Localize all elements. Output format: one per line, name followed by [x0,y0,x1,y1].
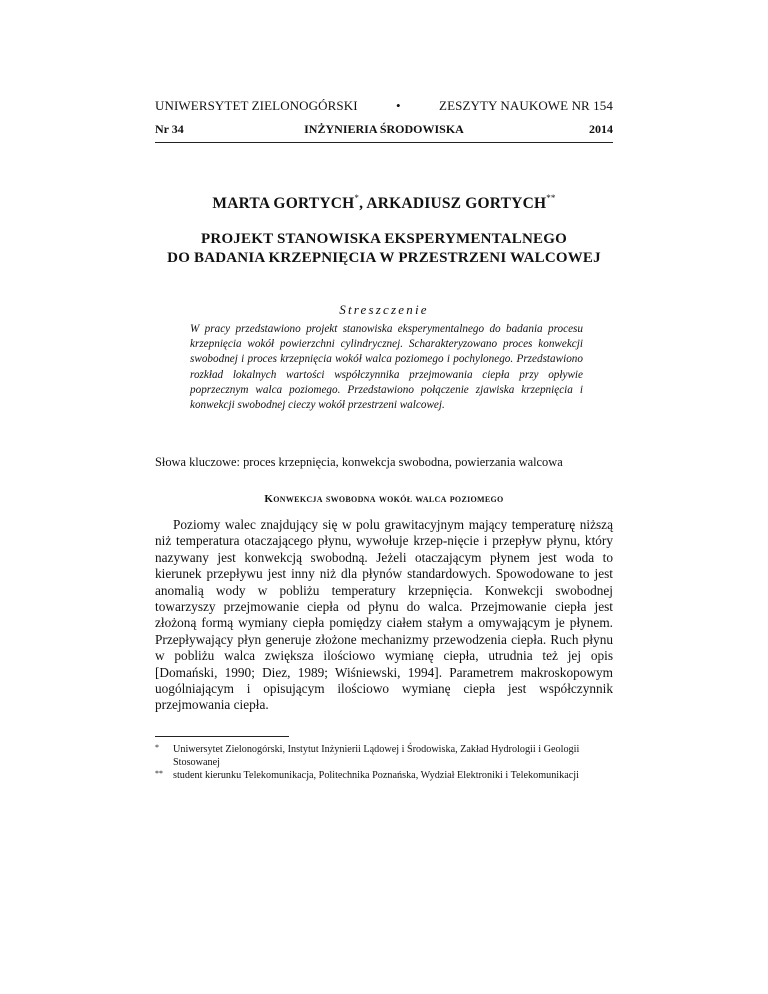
title-line-2: DO BADANIA KRZEPNIĘCIA W PRZESTRZENI WALCOWEJ [167,250,601,266]
journal-name: INŻYNIERIA ŚRODOWISKA [304,122,464,136]
abstract-heading: Streszczenie [339,302,429,317]
footnote-2-mark: ** [155,768,163,778]
body-paragraph: Poziomy walec znajdujący się w polu grawitacyjnym mający temperaturę niższą niż temperatura otaczającego płynu, wywołuje krzep-nięcie i przepływ płynu, który nazywany jest konwekcją swobodną. Jeżeli otaczającym płynem jest woda to kierunek przepływu jest inny niż dla płynów standardowych. Spowodowane to jest anomalią wody w pobliżu temperatury krzepnięcia. Konwekcji swobodnej towarzyszy przejmowanie ciepła od płynu do walca. Przejmowanie ciepła jest złożoną formą wymiany ciepła pomiędzy ciałem stałym a omywającym je płynem. Przepływający płyn generuje złożone mechanizmy przewodzenia ciepła. Ruch płynu w pobliżu walca zwiększa ilościowo wymianę ciepła, utrudnia też jej opis [Domański, 1990; Diez, 1989; Wiśniewski, 1994]. Parametrem makroskopowym uogólniającym i opisującym ilościowo wymianę ciepła jest współczynnik przejmowania ciepła. [155,517,613,713]
author-line [155,193,613,213]
footnote-2-text: student kierunku Telekomunikacja, Politechnika Poznańska, Wydział Elektroniki i Telekomunikacji [173,769,579,781]
series-name: ZESZYTY NAUKOWE NR 154 [439,98,613,113]
issue-number: Nr 34 [155,122,184,136]
university-name: UNIWERSYTET ZIELONOGÓRSKI [155,98,358,113]
abstract-text: W pracy przedstawiono projekt stanowiska eksperymentalnego do badania procesu krzepnięcia wokół powierzchni cylindrycznej. Scharakteryzowano proces konwekcji swobodnej i proces krzepnięcia wokół walca poziomego i pochylonego. Przedstawiono rozkład lokalnych wartości współczynnika przejmowania ciepła przy opływie poprzecznym walca poziomego. Przedstawiono połączenie zjawiska krzepnięcia i konwekcji swobodnej cieczy wokół przestrzeni walcowej. [190,323,583,412]
footnote-2 [155,770,613,783]
header-rule [155,142,613,143]
footnotes [155,744,613,782]
running-header-bottom [155,122,613,137]
author-1-footnote-mark: * [354,193,360,203]
keywords-line: Słowa kluczowe: proces krzepnięcia, konwekcja swobodna, powierzania walcowa [155,455,563,469]
publication-year: 2014 [589,122,613,136]
footnote-1 [155,744,613,770]
author-1: MARTA GORTYCH [212,195,355,212]
footnote-rule [155,736,289,737]
footnote-1-text: Uniwersytet Zielonogórski, Instytut Inżynierii Lądowej i Środowiska, Zakład Hydrologii i Geologii Stosowanej [173,744,580,768]
author-2-footnote-mark: ** [546,193,556,203]
paper-title [140,230,628,268]
author-2: ARKADIUSZ GORTYCH [366,195,547,212]
title-line-1: PROJEKT STANOWISKA EKSPERYMENTALNEGO [201,231,567,247]
header-bullet: • [396,98,401,113]
footnote-1-mark: * [155,743,159,752]
section-heading: Konwekcja swobodna wokół walca poziomego [264,493,504,505]
author-separator: , [359,195,367,212]
running-header-top [155,98,613,114]
